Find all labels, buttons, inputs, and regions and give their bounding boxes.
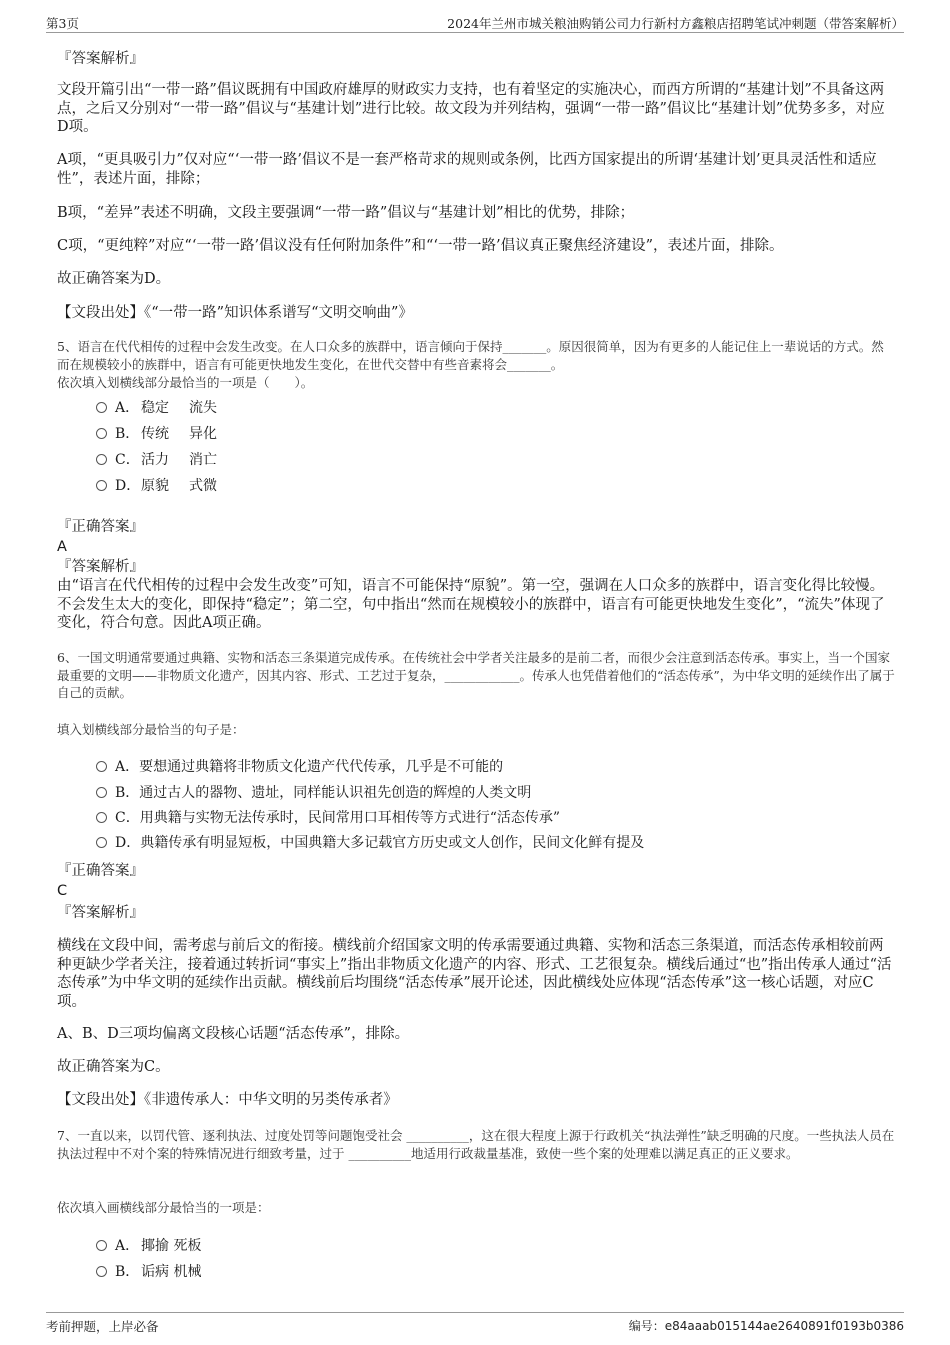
q5-option-d[interactable]: D．原貌 式微 (96, 476, 217, 496)
q6-source: 【文段出处】《非遗传承人：中华文明的另类传承者》 (57, 1092, 398, 1108)
q4-analysis-label: 『答案解析』 (57, 51, 144, 67)
document-id: 编号：e84aaab015144ae2640891f0193b0386 (628, 1319, 904, 1333)
footer-slogan: 考前押题，上岸必备 (46, 1319, 159, 1334)
q6-option-d[interactable]: D．典籍传承有明显短板，中国典籍大多记载官方历史或文人创作，民间文化鲜有提及 (96, 833, 644, 853)
q5-option-a[interactable]: A． 稳定 流失 (96, 398, 217, 418)
q6-option-c[interactable]: C．用典籍与实物无法传承时，民间常用口耳相传等方式进行“活态传承” (96, 808, 560, 828)
q7-option-b[interactable]: B． 诟病 机械 (96, 1262, 201, 1282)
q5-analysis-label: 『答案解析』 (57, 559, 144, 575)
q5-option-c[interactable]: C．活力 消亡 (96, 450, 217, 470)
q5-answer-label: 『正确答案』 (57, 519, 144, 535)
q6-answer: C (57, 883, 68, 899)
q4-conclusion: 故正确答案为D。 (57, 271, 171, 287)
radio-icon[interactable] (96, 1266, 107, 1277)
page-footer (46, 1312, 904, 1335)
radio-icon[interactable] (96, 402, 107, 413)
q7-stem: 7、一直以来，以罚代管、逐利执法、过度处罚等问题饱受社会 __________，这在很大程度上源于行政机关“执法弹性”缺乏明确的尺度。一些执法人员在执法过程中不对个案的特殊情况进行细致考量，过于 __________地适用行政裁量基准，致使一些个案的处理难以满足真正的正义要求。 (57, 1128, 895, 1161)
q6-option-b[interactable]: B．通过古人的器物、遗址，同样能认识祖先创造的辉煌的人类文明 (96, 783, 531, 803)
radio-icon[interactable] (96, 454, 107, 465)
radio-icon[interactable] (96, 480, 107, 491)
q7-option-a[interactable]: A． 揶揄 死板 (96, 1236, 201, 1256)
q6-analysis-label: 『答案解析』 (57, 905, 144, 921)
q5-stem: 5、语言在代代相传的过程中会发生改变。在人口众多的族群中，语言倾向于保持_______。原因很简单，因为有更多的人能记住上一辈说话的方式。然而在规模较小的族群中，语言有可能更快地发生变化，在世代交替中有些音素将会_______。 (57, 339, 884, 372)
q7-prompt: 依次填入画横线部分最恰当的一项是： (57, 1200, 270, 1215)
page-number: 第3页 (46, 16, 79, 31)
q4-analysis-text: 文段开篇引出“一带一路”倡议既拥有中国政府雄厚的财政实力支持，也有着坚定的实施决心，而西方所谓的“基建计划”不具备这两点，之后又分别对“一带一路”倡议与“基建计划”进行比较。故文段为并列结构，强调“一带一路”倡议比“基建计划”优势多多，对应D项。 (57, 82, 885, 135)
radio-icon[interactable] (96, 761, 107, 772)
q4-option-c-note: C项，“更纯粹”对应“‘一带一路’倡议没有任何附加条件”和“‘一带一路’倡议真正聚焦经济建设”，表述片面，排除。 (57, 238, 784, 254)
q6-prompt: 填入划横线部分最恰当的句子是： (57, 722, 245, 737)
q6-conclusion: 故正确答案为C。 (57, 1059, 170, 1075)
radio-icon[interactable] (96, 812, 107, 823)
q5-prompt: 依次填入划横线部分最恰当的一项是（ ）。 (57, 375, 314, 390)
radio-icon[interactable] (96, 428, 107, 439)
radio-icon[interactable] (96, 1240, 107, 1251)
q6-stem: 6、一国文明通常要通过典籍、实物和活态三条渠道完成传承。在传统社会中学者关注最多的是前二者，而很少会注意到活态传承。事实上，当一个国家最重要的文明——非物质文化遗产，因其内容、形式、工艺过于复杂，____________。传承人也凭借着他们的“活态传承”，为中华文明的延续作出了属于自己的贡献。 (57, 650, 895, 700)
radio-icon[interactable] (96, 787, 107, 798)
q4-option-b-note: B项，“差异”表述不明确，文段主要强调“一带一路”倡议与“基建计划”相比的优势，排除； (57, 205, 635, 221)
q6-analysis-text: 横线在文段中间，需考虑与前后文的衔接。横线前介绍国家文明的传承需要通过典籍、实物和活态三条渠道，而活态传承相较前两种更缺少学者关注，接着通过转折词“事实上”指出非物质文化遗产的内容、形式、工艺很复杂。横线后通过“也”指出传承人通过“活态传承”为中华文明的延续作出贡献。横线前后均围绕“活态传承”展开论述，因此横线处应体现“活态传承”这一核心话题，对应C项。 (57, 938, 892, 1010)
q6-option-a[interactable]: A．要想通过典籍将非物质文化遗产代代传承，几乎是不可能的 (96, 757, 503, 777)
radio-icon[interactable] (96, 837, 107, 848)
page-header (46, 12, 904, 33)
document-title: 2024年兰州市城关粮油购销公司力行新村方鑫粮店招聘笔试冲刺题（带答案解析） (447, 16, 904, 31)
q6-answer-label: 『正确答案』 (57, 863, 144, 879)
q5-option-b[interactable]: B． 传统 异化 (96, 424, 217, 444)
q4-option-a-note: A项，“更具吸引力”仅对应“‘一带一路’倡议不是一套严格苛求的规则或条例，比西方国家提出的所谓‘基建计划’更具灵活性和适应性”，表述片面，排除； (57, 152, 877, 187)
q6-note: A、B、D三项均偏离文段核心话题“活态传承”，排除。 (57, 1026, 410, 1042)
q4-source: 【文段出处】《“一带一路”知识体系谱写“文明交响曲”》 (57, 305, 413, 321)
q5-analysis-text: 由“语言在代代相传的过程中会发生改变”可知，语言不可能保持“原貌”。第一空，强调在人口众多的族群中，语言变化得比较慢。不会发生太大的变化，即保持“稳定”；第二空，句中指出“然而在规模较小的族群中，语言有可能更快地发生变化”，“流失”体现了变化，符合句意。因此A项正确。 (57, 578, 885, 631)
q5-answer: A (57, 539, 67, 555)
